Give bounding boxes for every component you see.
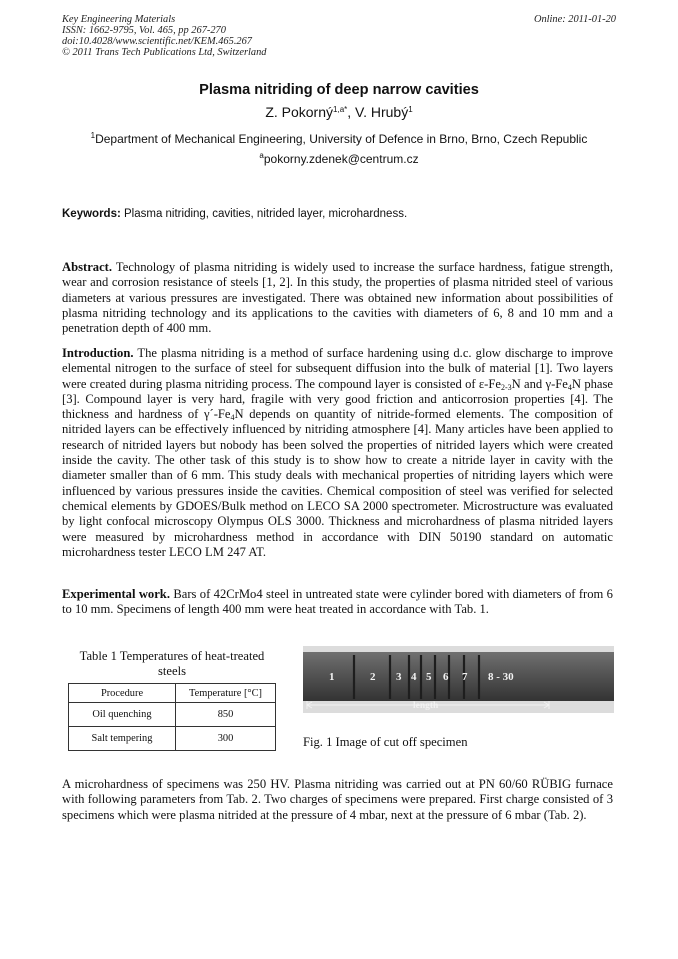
intro-text-3: N phase [3]. Compound layer is very hard, fragile with very good friction and anticorrosion properties [4]. The thickness and hardness of γ´-Fe bbox=[62, 376, 613, 422]
email-line bbox=[0, 152, 678, 166]
keywords-text: Plasma nitriding, cavities, nitrided layer, microhardness. bbox=[120, 208, 408, 220]
affiliation bbox=[0, 132, 678, 146]
journal-copyright: © 2011 Trans Tech Publications Ltd, Switzerland bbox=[62, 47, 267, 58]
table-row bbox=[69, 727, 276, 751]
table-header-row bbox=[69, 684, 276, 703]
online-date: Online: 2011-01-20 bbox=[533, 14, 616, 25]
table-1 bbox=[68, 683, 276, 751]
keywords-label: Keywords: bbox=[62, 208, 121, 220]
table-header-procedure: Procedure bbox=[69, 684, 176, 703]
specimen-bar bbox=[303, 652, 614, 701]
segment-label-5: 5 bbox=[426, 671, 432, 683]
segment-label-4: 4 bbox=[411, 671, 417, 683]
abstract-text: Technology of plasma nitriding is widely used to increase the surface hardness, fatigue strength, wear and corrosion resistance of steels [1, 2]. In this study, the properties of plasma nitrided steel of various diameters at various pressures are investigated. There was obtained new information about possibilities of plasma nitriding technology and its applications to the cavities with diameters of 6, 8 and 10 mm and a penetration depth of 400 mm. bbox=[62, 260, 613, 336]
segment-label-1: 1 bbox=[329, 671, 335, 683]
table-cell-procedure: Salt tempering bbox=[69, 727, 176, 751]
email-sup: a bbox=[259, 151, 264, 160]
microhardness-paragraph: A microhardness of specimens was 250 HV. Plasma nitriding was carried out at PN 60/60 RÜBIG furnace with following parameters from Tab. 2. Two charges of specimens were prepared. First charge consisted of 3 specimens which were plasma nitrided at the pressure of 4 mbar, next at the pressure of 6 mbar (Tab. 2). bbox=[62, 777, 613, 822]
author-1-sup: 1,a* bbox=[333, 105, 348, 114]
author-2-sup: 1 bbox=[408, 105, 413, 114]
experimental-text: Bars of 42CrMo4 steel in untreated state were cylinder bored with diameters of from 6 to 10 mm. Specimens of length 400 mm were heat treated in accordance with Tab. 1. bbox=[62, 587, 613, 617]
table-row bbox=[69, 703, 276, 727]
intro-sub-3: 4 bbox=[230, 413, 235, 423]
intro-text-2: N and γ-Fe bbox=[511, 376, 568, 391]
intro-text-1: The plasma nitriding is a method of surface hardening using d.c. glow discharge to improve elemental nitrogen to the surface of steel for subsequent diffusion into the bulk of material [1]. Two layers were created during plasma nitriding process. The compound layer is consisted of ε-Fe bbox=[62, 346, 613, 391]
segment-label-7: 7 bbox=[462, 671, 468, 683]
abstract-paragraph bbox=[62, 260, 613, 336]
intro-sub-2: 4 bbox=[567, 382, 572, 392]
experimental-label: Experimental work. bbox=[62, 587, 170, 601]
author-separator: , bbox=[347, 104, 356, 120]
length-label: length bbox=[413, 701, 439, 711]
segment-label-3: 3 bbox=[396, 671, 402, 683]
introduction-paragraph bbox=[62, 346, 613, 560]
table-header-temperature: Temperature [°C] bbox=[176, 684, 276, 703]
author-2-name: V. Hrubý bbox=[355, 104, 409, 120]
table-cell-procedure: Oil quenching bbox=[69, 703, 176, 727]
intro-label: Introduction. bbox=[62, 346, 134, 360]
affiliation-text: Department of Mechanical Engineering, University of Defence in Brno, Brno, Czech Republic bbox=[95, 132, 588, 146]
intro-sub-1: 2-3 bbox=[500, 382, 512, 392]
segment-label-8-30: 8 - 30 bbox=[488, 671, 514, 683]
table-1-caption: Table 1 Temperatures of heat-treated steels bbox=[79, 649, 265, 678]
author-line bbox=[0, 104, 678, 120]
journal-header bbox=[62, 14, 266, 58]
figure-1-caption: Fig. 1 Image of cut off specimen bbox=[303, 735, 468, 749]
segment-label-2: 2 bbox=[370, 671, 376, 683]
email-address: pokorny.zdenek@centrum.cz bbox=[263, 152, 419, 166]
intro-text-4: N depends on quantity of nitride-formed elements. The composition of nitrided layers can be effectively influenced by nitriding atmosphere [4]. Many articles have been applied to research of nitrided layers but nobody has been solved the properties of nitrided layers which were created inside the cavity. The other task of this study is to show how to create a nitride layer in cavity with the diameter smaller than of 6 mm. This study deals with mechanical properties of nitriding layers which were influenced by various pressures inside the cavities. Chemical composition of steel was verified for selected chemical elements by GDOES/Bulk method on LECO SA 2000 spectrometer. Microstructure was evaluated by light confocal microscopy Olympus OLS 3000. Thickness and microhardness of plasma nitrided layers were measured by microhardness method in accordance with DIN 50190 standard on automatic microhardness tester LECO LM 247 AT. bbox=[62, 407, 613, 559]
journal-doi: doi:10.4028/www.scientific.net/KEM.465.267 bbox=[62, 36, 252, 47]
table-cell-temperature: 850 bbox=[176, 703, 276, 727]
experimental-paragraph bbox=[62, 587, 613, 618]
journal-issn: ISSN: 1662-9795, Vol. 465, pp 267-270 bbox=[62, 25, 226, 36]
affiliation-sup: 1 bbox=[90, 131, 96, 140]
specimen-photo bbox=[303, 646, 614, 713]
keywords bbox=[62, 208, 618, 220]
table-cell-temperature: 300 bbox=[176, 727, 276, 751]
paper-title: Plasma nitriding of deep narrow cavities bbox=[199, 82, 479, 98]
segment-label-6: 6 bbox=[443, 671, 449, 683]
journal-name: Key Engineering Materials bbox=[62, 14, 176, 25]
abstract-label: Abstract. bbox=[62, 260, 113, 274]
author-1-name: Z. Pokorný bbox=[265, 104, 334, 120]
